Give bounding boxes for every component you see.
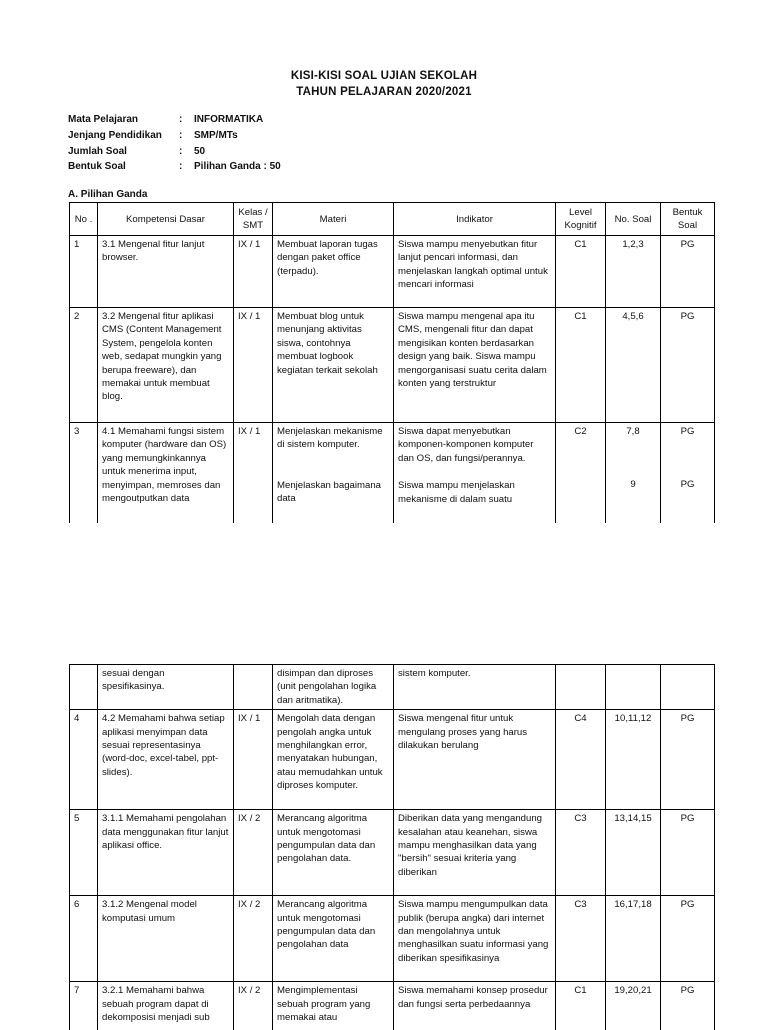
table-row [70, 810, 715, 896]
meta-value: Pilihan Ganda : 50 [194, 161, 281, 172]
cell-materi: disimpan dan diproses (unit pengolahan logika dan aritmatika). [273, 665, 394, 710]
cell-level: C1 [556, 982, 606, 1030]
cell-no: 7 [70, 982, 98, 1030]
meta-label: Bentuk Soal [68, 161, 126, 172]
header-materi: Materi [273, 203, 394, 236]
cell-kelas: IX / 1 [234, 308, 273, 423]
header-nosoal: No. Soal [606, 203, 661, 236]
cell-level: C3 [556, 896, 606, 982]
cell-indikator: sistem komputer. [394, 665, 556, 710]
meta-colon: : [179, 146, 183, 157]
nosoal-part-2: 9 [630, 479, 636, 491]
header-kompetensi: Kompetensi Dasar [98, 203, 234, 236]
indikator-part-1: Siswa dapat menyebutkan komponen-komponen komputer dan OS, dan fungsi/perannya. [398, 426, 534, 464]
cell-bentuk [661, 665, 715, 710]
cell-materi: Merancang algoritma untuk mengotomasi pengumpulan data dan pengolahan data [273, 896, 394, 982]
cell-materi: Mengimplementasi sebuah program yang memakai atau [273, 982, 394, 1030]
cell-no: 4 [70, 710, 98, 810]
cell-indikator: Siswa mampu mengumpulkan data publik (berupa angka) dari internet dan mengolahnya untuk menghasilkan suatu informasi yang diberikan spesifikasinya [394, 896, 556, 982]
header-level: Level Kognitif [556, 203, 606, 236]
spacer [665, 438, 710, 478]
cell-bentuk: PG [661, 896, 715, 982]
cell-bentuk: PG [661, 982, 715, 1030]
document-title: KISI-KISI SOAL UJIAN SEKOLAH [290, 70, 478, 82]
meta-colon: : [179, 130, 183, 141]
document-subtitle: TAHUN PELAJARAN 2020/2021 [296, 86, 472, 98]
cell-kelas [234, 665, 273, 710]
cell-level: C4 [556, 710, 606, 810]
bentuk-part-2: PG [680, 479, 695, 491]
meta-colon: : [179, 114, 183, 125]
cell-level: C3 [556, 810, 606, 896]
header-bentuk: Bentuk Soal [661, 203, 715, 236]
header-kelas: Kelas / SMT [234, 203, 273, 236]
cell-nosoal [606, 665, 661, 710]
cell-nosoal: 10,11,12 [606, 710, 661, 810]
table-row [70, 308, 715, 423]
cell-kompetensi: sesuai dengan spesifikasinya. [98, 665, 234, 710]
grid-table-page-1 [69, 202, 715, 523]
materi-part-2: Menjelaskan bagaimana data [277, 479, 381, 505]
meta-label: Jenjang Pendidikan [68, 130, 162, 141]
cell-indikator-multi [394, 423, 556, 523]
cell-bentuk: PG [661, 236, 715, 308]
table-row-cut [70, 982, 715, 1030]
cell-no: 5 [70, 810, 98, 896]
cell-indikator: Siswa memahami konsep prosedur dan fungsi serta perbedaannya [394, 982, 556, 1030]
meta-label: Mata Pelajaran [68, 114, 139, 125]
meta-value: INFORMATIKA [194, 114, 264, 125]
cell-bentuk: PG [661, 710, 715, 810]
header-indikator: Indikator [394, 203, 556, 236]
table-row [70, 710, 715, 810]
cell-kelas: IX / 2 [234, 982, 273, 1030]
cell-kelas: IX / 1 [234, 423, 273, 523]
cell-indikator: Siswa mampu menyebutkan fitur lanjut pencari informasi, dan menjelaskan langkah optimal untuk mencari informasi [394, 236, 556, 308]
cell-nosoal: 4,5,6 [606, 308, 661, 423]
table-row-cut [70, 423, 715, 523]
table-row-continued [70, 665, 715, 710]
cell-nosoal: 1,2,3 [606, 236, 661, 308]
cell-kompetensi: 3.2 Mengenal fitur aplikasi CMS (Content Management System, pengelola konten web, sedapat mungkin yang berupa freeware), dan memakai untuk membuat blog. [98, 308, 234, 423]
meta-label: Jumlah Soal [68, 146, 127, 157]
table-row [70, 236, 715, 308]
cell-materi: Merancang algoritma untuk mengotomasi pengumpulan data dan pengolahan data. [273, 810, 394, 896]
section-label: A. Pilihan Ganda [68, 189, 148, 200]
cell-no: 3 [70, 423, 98, 523]
cell-nosoal-multi [606, 423, 661, 523]
cell-kompetensi: 4.2 Memahami bahwa setiap aplikasi menyimpan data sesuai representasinya (word-doc, excel-tabel, ppt-slides). [98, 710, 234, 810]
cell-kelas: IX / 2 [234, 896, 273, 982]
cell-materi: Membuat laporan tugas dengan paket office (terpadu). [273, 236, 394, 308]
bentuk-part-1: PG [680, 426, 695, 437]
cell-kompetensi: 3.1.1 Memahami pengolahan data menggunakan fitur lanjut aplikasi office. [98, 810, 234, 896]
spacer [398, 465, 551, 479]
cell-level: C1 [556, 236, 606, 308]
cell-kelas: IX / 1 [234, 236, 273, 308]
cell-nosoal: 16,17,18 [606, 896, 661, 982]
cell-materi-multi [273, 423, 394, 523]
table-header-row [70, 203, 715, 236]
cell-bentuk-multi [661, 423, 715, 523]
spacer [610, 438, 656, 478]
cell-no: 2 [70, 308, 98, 423]
cell-kompetensi: 3.1 Mengenal fitur lanjut browser. [98, 236, 234, 308]
cell-no [70, 665, 98, 710]
spacer [277, 452, 389, 479]
meta-colon: : [179, 161, 183, 172]
cell-indikator: Diberikan data yang mengandung kesalahan atau keanehan, siswa mampu menghasilkan data yang "bersih" sesuai kriteria yang diberikan [394, 810, 556, 896]
cell-indikator: Siswa mengenal fitur untuk mengulang proses yang harus dilakukan berulang [394, 710, 556, 810]
cell-level: C2 [556, 423, 606, 523]
cell-nosoal: 19,20,21 [606, 982, 661, 1030]
cell-bentuk: PG [661, 308, 715, 423]
grid-table-page-2 [69, 664, 715, 1030]
cell-materi: Membuat blog untuk menunjang aktivitas siswa, contohnya membuat logbook kegiatan terkait sekolah [273, 308, 394, 423]
cell-level: C1 [556, 308, 606, 423]
cell-no: 1 [70, 236, 98, 308]
nosoal-part-1: 7,8 [626, 426, 640, 437]
cell-no: 6 [70, 896, 98, 982]
cell-level [556, 665, 606, 710]
cell-kompetensi: 4.1 Memahami fungsi sistem komputer (hardware dan OS) yang memungkinkannya untuk menerima input, menyimpan, memroses dan mengoutputkan data [98, 423, 234, 523]
materi-part-1: Menjelaskan mekanisme di sistem komputer. [277, 426, 383, 451]
cell-kompetensi: 3.2.1 Memahami bahwa sebuah program dapat di dekomposisi menjadi sub [98, 982, 234, 1030]
cell-materi: Mengolah data dengan pengolah angka untuk menghilangkan error, menyatakan hubungan, atau memudahkan untuk diproses komputer. [273, 710, 394, 810]
cell-nosoal: 13,14,15 [606, 810, 661, 896]
cell-indikator: Siswa mampu mengenal apa itu CMS, mengenali fitur dan dapat mengisikan konten berdasarkan design yang baik. Siswa mampu mengorganisasi suatu cerita dalam konten yang terstruktur [394, 308, 556, 423]
meta-value: SMP/MTs [194, 130, 238, 141]
cell-kompetensi: 3.1.2 Mengenal model komputasi umum [98, 896, 234, 982]
cell-bentuk: PG [661, 810, 715, 896]
meta-value: 50 [194, 146, 206, 157]
cell-kelas: IX / 2 [234, 810, 273, 896]
indikator-part-2: Siswa mampu menjelaskan mekanisme di dalam suatu [398, 480, 515, 505]
cell-kelas: IX / 1 [234, 710, 273, 810]
header-no: No . [70, 203, 98, 236]
table-row [70, 896, 715, 982]
